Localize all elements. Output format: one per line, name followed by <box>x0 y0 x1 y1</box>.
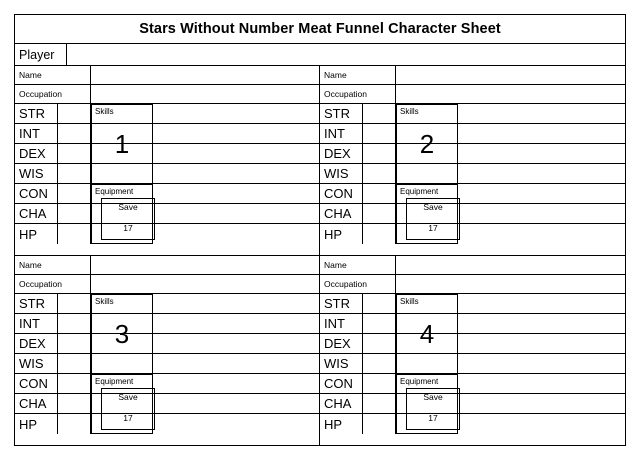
attribute-label: WIS <box>324 356 349 371</box>
attribute-row <box>15 334 319 354</box>
save-value: 17 <box>123 223 133 233</box>
attribute-label: WIS <box>19 166 44 181</box>
occupation-label: Occupation <box>320 85 396 103</box>
attribute-row <box>320 224 625 244</box>
attribute-label: INT <box>19 126 40 141</box>
attribute-score-field[interactable] <box>362 184 396 203</box>
attribute-label: HP <box>324 226 343 242</box>
attribute-score-field[interactable] <box>362 204 396 223</box>
attribute-score-field[interactable] <box>362 314 396 333</box>
character-number: 2 <box>419 129 435 159</box>
character-block-3 <box>15 256 320 446</box>
attribute-row <box>15 294 319 314</box>
attribute-row <box>320 374 625 394</box>
attribute-row <box>15 104 319 124</box>
attribute-row <box>15 374 319 394</box>
name-field[interactable] <box>91 66 319 84</box>
attribute-row <box>320 204 625 224</box>
save-box[interactable] <box>406 198 460 240</box>
occupation-row <box>320 85 625 104</box>
attribute-row <box>320 184 625 204</box>
attribute-row <box>320 394 625 414</box>
sheet-frame <box>14 14 626 446</box>
attribute-score-field[interactable] <box>57 184 91 203</box>
attribute-row <box>15 394 319 414</box>
attribute-label: STR <box>324 106 350 121</box>
save-label: Save <box>423 392 443 402</box>
name-row <box>320 256 625 275</box>
occupation-field[interactable] <box>91 275 319 293</box>
skills-label: Skills <box>400 297 419 306</box>
attribute-label: STR <box>19 106 45 121</box>
save-value: 17 <box>428 413 438 423</box>
character-block-2 <box>320 66 625 256</box>
attribute-label: HP <box>19 416 38 432</box>
attribute-label: CON <box>19 186 48 201</box>
attribute-score-field[interactable] <box>57 414 91 434</box>
attribute-label: DEX <box>19 146 46 161</box>
attribute-score-field[interactable] <box>362 124 396 143</box>
attribute-label: STR <box>19 296 45 311</box>
attribute-row <box>320 314 625 334</box>
attribute-row <box>15 204 319 224</box>
attribute-score-field[interactable] <box>362 374 396 393</box>
attribute-row <box>320 354 625 374</box>
attribute-row <box>15 164 319 184</box>
attribute-row <box>320 124 625 144</box>
attribute-table <box>320 104 625 244</box>
attribute-score-field[interactable] <box>362 144 396 163</box>
attribute-score-field[interactable] <box>57 314 91 333</box>
attribute-score-field[interactable] <box>57 144 91 163</box>
skills-label: Skills <box>400 107 419 116</box>
attribute-label: INT <box>19 316 40 331</box>
attribute-score-field[interactable] <box>362 394 396 413</box>
attribute-label: WIS <box>19 356 44 371</box>
attribute-score-field[interactable] <box>57 104 91 123</box>
attribute-table <box>320 294 625 434</box>
equipment-label: Equipment <box>95 377 134 386</box>
attribute-label: DEX <box>324 336 351 351</box>
attribute-score-field[interactable] <box>57 294 91 313</box>
occupation-field[interactable] <box>91 85 319 103</box>
attribute-score-field[interactable] <box>57 224 91 244</box>
name-label: Name <box>320 256 396 274</box>
attribute-score-field[interactable] <box>57 374 91 393</box>
name-label: Name <box>320 66 396 84</box>
player-label: Player <box>15 44 67 65</box>
occupation-label: Occupation <box>15 275 91 293</box>
attribute-score-field[interactable] <box>362 294 396 313</box>
name-label: Name <box>15 66 91 84</box>
attribute-score-field[interactable] <box>362 354 396 373</box>
character-number: 4 <box>419 319 435 349</box>
attribute-row <box>15 354 319 374</box>
attribute-row <box>320 104 625 124</box>
occupation-label: Occupation <box>15 85 91 103</box>
attribute-score-field[interactable] <box>57 204 91 223</box>
attribute-score-field[interactable] <box>57 164 91 183</box>
name-field[interactable] <box>91 256 319 274</box>
attribute-label: DEX <box>324 146 351 161</box>
attribute-label: DEX <box>19 336 46 351</box>
attribute-label: CHA <box>19 206 47 221</box>
occupation-field[interactable] <box>396 85 625 103</box>
attribute-label: INT <box>324 126 345 141</box>
attribute-label: WIS <box>324 166 349 181</box>
name-field[interactable] <box>396 66 625 84</box>
attribute-label: CHA <box>19 396 47 411</box>
skills-label: Skills <box>95 107 114 116</box>
occupation-row <box>15 85 319 104</box>
player-row <box>15 44 625 66</box>
attribute-score-field[interactable] <box>57 354 91 373</box>
skills-label: Skills <box>95 297 114 306</box>
save-label: Save <box>423 202 443 212</box>
save-box[interactable] <box>101 388 155 430</box>
attribute-score-field[interactable] <box>362 334 396 353</box>
attribute-label: CHA <box>324 206 352 221</box>
attribute-row <box>15 184 319 204</box>
name-row <box>15 256 319 275</box>
attribute-score-field[interactable] <box>57 394 91 413</box>
equipment-label: Equipment <box>400 187 439 196</box>
attribute-row <box>15 224 319 244</box>
character-block-1 <box>15 66 320 256</box>
character-number: 1 <box>114 129 130 159</box>
save-box[interactable] <box>406 388 460 430</box>
attribute-score-field[interactable] <box>57 124 91 143</box>
attribute-label: CON <box>324 186 353 201</box>
attribute-label: INT <box>324 316 345 331</box>
attribute-row <box>15 144 319 164</box>
name-row <box>15 66 319 85</box>
occupation-row <box>320 275 625 294</box>
attribute-label: HP <box>324 416 343 432</box>
attribute-row <box>320 414 625 434</box>
attribute-label: CON <box>324 376 353 391</box>
attribute-label: STR <box>324 296 350 311</box>
attribute-row <box>320 164 625 184</box>
attribute-score-field[interactable] <box>57 334 91 353</box>
attribute-score-field[interactable] <box>362 224 396 244</box>
occupation-row <box>15 275 319 294</box>
save-label: Save <box>118 392 138 402</box>
save-label: Save <box>118 202 138 212</box>
attribute-row <box>15 414 319 434</box>
occupation-label: Occupation <box>320 275 396 293</box>
attribute-label: HP <box>19 226 38 242</box>
occupation-field[interactable] <box>396 275 625 293</box>
player-field[interactable] <box>67 44 625 65</box>
attribute-table <box>15 294 319 434</box>
equipment-label: Equipment <box>95 187 134 196</box>
character-blocks <box>15 66 625 446</box>
attribute-row <box>320 294 625 314</box>
attribute-score-field[interactable] <box>362 104 396 123</box>
attribute-label: CHA <box>324 396 352 411</box>
name-label: Name <box>15 256 91 274</box>
name-field[interactable] <box>396 256 625 274</box>
save-value: 17 <box>123 413 133 423</box>
equipment-label: Equipment <box>400 377 439 386</box>
attribute-score-field[interactable] <box>362 164 396 183</box>
save-value: 17 <box>428 223 438 233</box>
attribute-row <box>15 124 319 144</box>
name-row <box>320 66 625 85</box>
attribute-label: CON <box>19 376 48 391</box>
attribute-row <box>320 334 625 354</box>
attribute-row <box>15 314 319 334</box>
character-number: 3 <box>114 319 130 349</box>
page-title: Stars Without Number Meat Funnel Character Sheet <box>139 21 501 37</box>
sheet-title-bar <box>15 15 625 44</box>
character-block-4 <box>320 256 625 446</box>
attribute-table <box>15 104 319 244</box>
attribute-score-field[interactable] <box>362 414 396 434</box>
attribute-row <box>320 144 625 164</box>
save-box[interactable] <box>101 198 155 240</box>
